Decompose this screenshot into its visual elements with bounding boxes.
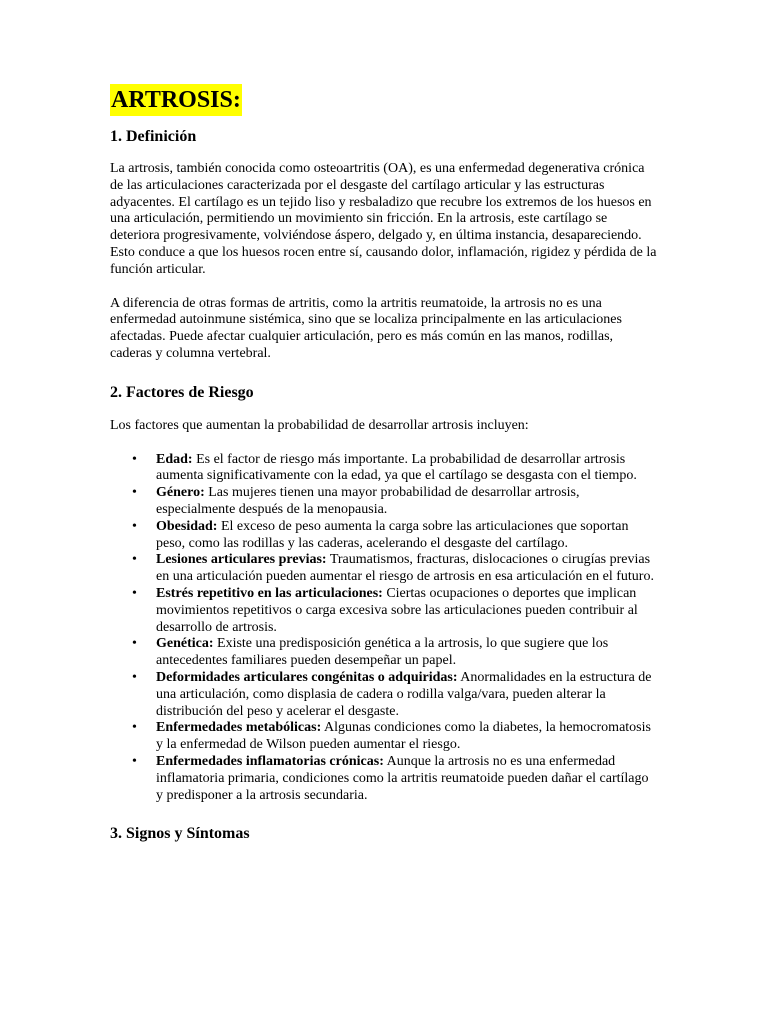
- list-item-text: Las mujeres tienen una mayor probabilidad de desarrollar artrosis, especialmente después de la menopausia.: [156, 485, 580, 517]
- list-item-term: Estrés repetitivo en las articulaciones:: [156, 585, 383, 601]
- list-item-text: Algunas condiciones como la diabetes, la hemocromatosis y la enfermedad de Wilson pueden aumentar el riesgo.: [156, 720, 651, 753]
- list-item-text: Ciertas ocupaciones o deportes que implican movimientos repetitivos o carga excesiva sobre las articulaciones pueden contribuir al desarrollo de artrosis.: [156, 585, 638, 635]
- bullet-icon: •: [132, 753, 137, 769]
- definition-paragraph: La artrosis, también conocida como osteoartritis (OA), es una enfermedad degenerativa crónica de las articulaciones caracterizada por el desgaste del cartílago articular y las estructuras adyacentes. El cartílago es un tejido liso y resbaladizo que recubre los extremos de los huesos en una articulación, permitiendo un movimiento sin fricción. En la artrosis, este cartílago se deteriora progresivamente, volviéndose áspero, delgado y, en última instancia, desapareciendo. Esto conduce a que los huesos rocen entre sí, causando dolor, inflamación, rigidez y pérdida de la función articular.: [110, 161, 657, 277]
- bullet-icon: •: [132, 720, 137, 736]
- definition-paragraph: A diferencia de otras formas de artritis, como la artritis reumatoide, la artrosis no es una enfermedad autoinmune sistémica, sino que se localiza principalmente en las articulaciones afectadas. Puede afectar cualquier articulación, pero es más común en las manos, rodillas, caderas y columna vertebral.: [110, 295, 622, 361]
- bullet-icon: •: [132, 451, 137, 467]
- list-item-text: Aunque la artrosis no es una enfermedad inflamatoria primaria, condiciones como la artritis reumatoide pueden dañar el cartílago y predisponer a la artrosis secundaria.: [156, 753, 649, 803]
- section-heading-signs: 3. Signos y Síntomas: [110, 825, 250, 843]
- list-item-term: Género:: [156, 485, 205, 501]
- bullet-icon: •: [132, 485, 137, 501]
- list-item: [132, 585, 658, 636]
- list-item: [132, 552, 658, 586]
- risk-factors-intro: Los factores que aumentan la probabilidad de desarrollar artrosis incluyen:: [110, 417, 529, 433]
- risk-factors-list: [110, 452, 658, 805]
- document-page: [110, 84, 658, 844]
- list-item-term: Lesiones articulares previas:: [156, 552, 327, 568]
- list-item-term: Enfermedades metabólicas:: [156, 720, 322, 736]
- list-item-term: Edad:: [156, 451, 193, 467]
- list-item-text: Traumatismos, fracturas, dislocaciones o cirugías previas en una articulación pueden aumentar el riesgo de artrosis en esa articulación en el futuro.: [156, 552, 654, 585]
- list-item-term: Deformidades articulares congénitas o adquiridas:: [156, 669, 458, 685]
- list-item-term: Genética:: [156, 636, 214, 652]
- document-title: ARTROSIS:: [110, 84, 242, 116]
- list-item: [132, 451, 658, 486]
- bullet-icon: •: [132, 518, 137, 534]
- list-item: [132, 485, 658, 519]
- bullet-icon: •: [132, 552, 137, 568]
- list-item: [132, 518, 658, 553]
- section-heading-definition: 1. Definición: [110, 128, 197, 145]
- list-item-text: El exceso de peso aumenta la carga sobre las articulaciones que soportan peso, como las rodillas y las caderas, acelerando el desgaste del cartílago.: [156, 518, 629, 551]
- list-item-text: Existe una predisposición genética a la artrosis, lo que sugiere que los antecedentes familiares pueden desempeñar un papel.: [156, 636, 609, 669]
- list-item: [132, 753, 658, 804]
- list-item-text: Es el factor de riesgo más importante. La probabilidad de desarrollar artrosis aumenta significativamente con la edad, ya que el cartílago se desgasta con el tiempo.: [156, 451, 637, 484]
- list-item-term: Enfermedades inflamatorias crónicas:: [156, 753, 384, 769]
- bullet-icon: •: [132, 669, 137, 685]
- list-item: [132, 669, 658, 720]
- list-item-term: Obesidad:: [156, 518, 218, 534]
- list-item-text: Anormalidades en la estructura de una articulación, como displasia de cadera o rodilla valga/vara, pueden alterar la distribución del peso y acelerar el desgaste.: [156, 669, 652, 719]
- bullet-icon: •: [132, 585, 137, 601]
- section-heading-risk-factors: 2. Factores de Riesgo: [110, 383, 254, 401]
- list-item: [132, 720, 658, 754]
- bullet-icon: •: [132, 636, 137, 652]
- list-item: [132, 636, 658, 670]
